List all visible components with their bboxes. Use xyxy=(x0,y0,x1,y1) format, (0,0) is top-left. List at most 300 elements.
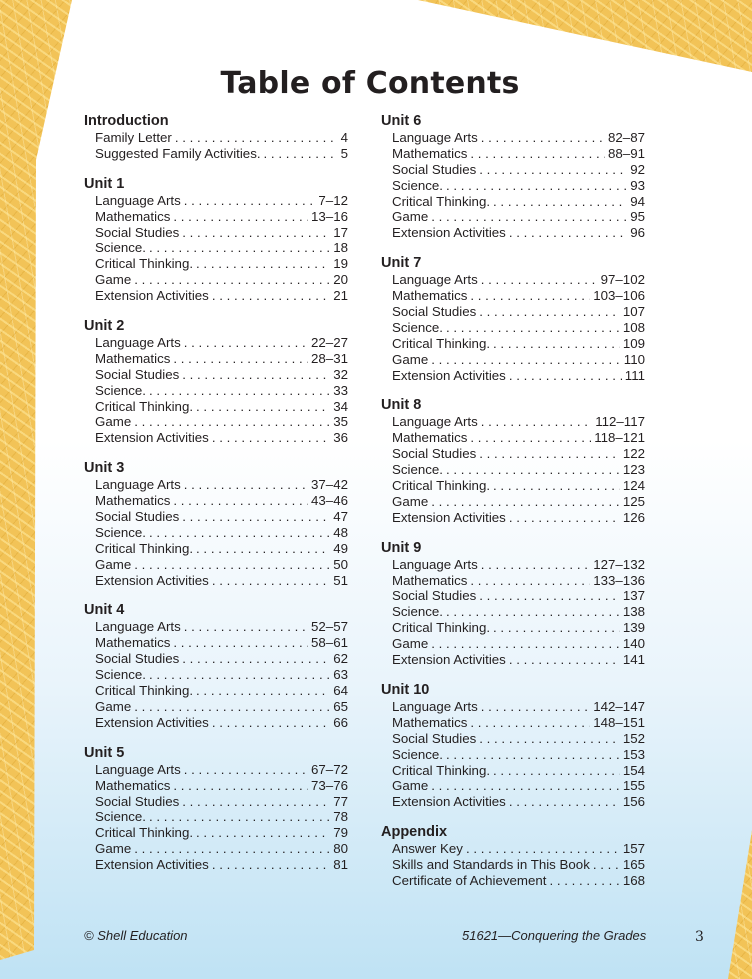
dot-leader xyxy=(481,557,590,573)
entry-page-number: 62 xyxy=(333,651,348,667)
entry-label: Extension Activities xyxy=(392,367,506,383)
entry-page-number: 92 xyxy=(630,161,645,177)
dot-leader xyxy=(493,620,620,636)
entry-page-number: 37–42 xyxy=(311,477,348,493)
toc-entry xyxy=(95,335,348,351)
dot-leader xyxy=(212,430,330,446)
dot-leader xyxy=(184,193,316,209)
entry-label: Critical Thinking. xyxy=(95,398,194,414)
entry-label: Extension Activities xyxy=(95,430,209,446)
dot-leader xyxy=(481,414,592,430)
entry-label: Mathematics xyxy=(95,635,171,651)
toc-section xyxy=(84,602,354,730)
entry-label: Mathematics xyxy=(95,350,171,366)
entry-label: Extension Activities xyxy=(95,714,209,730)
entry-label: Game xyxy=(392,778,429,794)
dot-leader xyxy=(182,651,330,667)
entry-label: Game xyxy=(95,272,132,288)
dot-leader xyxy=(446,320,620,336)
entry-page-number: 63 xyxy=(333,667,348,683)
entry-page-number: 21 xyxy=(333,288,348,304)
dot-leader xyxy=(479,446,620,462)
entry-label: Mathematics xyxy=(95,208,171,224)
dot-leader xyxy=(493,763,620,779)
toc-entry xyxy=(392,414,645,430)
entry-label: Social Studies xyxy=(95,224,180,240)
section-title: Unit 8 xyxy=(381,397,422,414)
entry-page-number: 152 xyxy=(622,730,645,746)
toc-entry xyxy=(95,794,348,810)
dot-leader xyxy=(134,557,330,573)
dot-leader xyxy=(184,619,308,635)
section-title: Introduction xyxy=(84,113,169,129)
entry-label: Game xyxy=(392,493,429,509)
entry-page-number: 79 xyxy=(333,825,348,841)
dot-leader xyxy=(175,130,338,146)
toc-entry xyxy=(392,272,645,288)
entry-page-number: 103–106 xyxy=(593,288,645,304)
dot-leader xyxy=(509,652,620,668)
entry-page-number: 81 xyxy=(333,857,348,873)
entry-page-number: 4 xyxy=(340,130,348,145)
dot-leader xyxy=(173,209,308,225)
dot-leader xyxy=(173,351,308,367)
entry-page-number: 51 xyxy=(333,572,348,588)
entry-page-number: 127–132 xyxy=(593,556,645,572)
toc-entry xyxy=(95,541,348,557)
entry-label: Social Studies xyxy=(95,651,180,667)
dot-leader xyxy=(470,573,590,589)
entry-label: Game xyxy=(392,636,429,652)
toc-entry xyxy=(392,731,645,747)
entry-label: Game xyxy=(95,698,132,714)
toc-entry xyxy=(392,510,645,526)
entry-label: Critical Thinking. xyxy=(392,335,491,351)
section-title: Unit 6 xyxy=(381,113,422,129)
entry-label: Language Arts xyxy=(95,761,181,777)
entry-label: Extension Activities xyxy=(392,652,506,668)
entry-label: Social Studies xyxy=(392,588,477,604)
dot-leader xyxy=(264,146,338,162)
toc-entry xyxy=(95,509,348,525)
toc-section xyxy=(84,318,354,446)
entry-label: Social Studies xyxy=(392,304,477,320)
dot-leader xyxy=(184,762,308,778)
entry-page-number: 36 xyxy=(333,430,348,446)
dot-leader xyxy=(149,667,330,683)
entry-page-number: 35 xyxy=(333,414,348,430)
entry-page-number: 139 xyxy=(622,620,645,636)
toc-entry xyxy=(95,667,348,683)
toc-entry xyxy=(392,747,645,763)
entry-label: Extension Activities xyxy=(392,225,506,241)
entry-page-number: 94 xyxy=(630,193,645,209)
toc-entry xyxy=(95,809,348,825)
toc-entry xyxy=(95,414,348,430)
dot-leader xyxy=(509,510,620,526)
toc-entry xyxy=(392,194,645,210)
entry-label: Mathematics xyxy=(392,714,468,730)
entry-page-number: 154 xyxy=(622,762,645,778)
entry-page-number: 80 xyxy=(333,841,348,857)
entry-page-number: 28–31 xyxy=(311,350,348,366)
entry-page-number: 123 xyxy=(622,462,645,478)
dot-leader xyxy=(134,272,330,288)
toc-entry xyxy=(392,478,645,494)
entry-page-number: 43–46 xyxy=(311,493,348,509)
toc-section xyxy=(84,460,354,588)
entry-label: Language Arts xyxy=(95,192,181,208)
toc-entry xyxy=(95,825,348,841)
entry-page-number: 7–12 xyxy=(318,192,348,208)
entry-page-number: 32 xyxy=(333,366,348,382)
entry-label: Science. xyxy=(392,746,443,762)
entry-page-number: 49 xyxy=(333,540,348,556)
entry-label: Science. xyxy=(392,319,443,335)
dot-leader xyxy=(446,462,620,478)
entry-label: Language Arts xyxy=(392,698,478,714)
section-title: Unit 3 xyxy=(84,460,125,477)
entry-page-number: 47 xyxy=(333,509,348,525)
section-title: Unit 9 xyxy=(381,539,422,556)
dot-leader xyxy=(184,335,308,351)
entry-page-number: 52–57 xyxy=(311,619,348,635)
entry-label: Game xyxy=(95,414,132,430)
section-title: Unit 4 xyxy=(84,602,125,619)
toc-entry xyxy=(392,304,645,320)
toc-section xyxy=(84,176,354,304)
entry-label: Language Arts xyxy=(95,619,181,635)
entry-page-number: 48 xyxy=(333,524,348,540)
entry-page-number: 78 xyxy=(333,809,348,825)
entry-page-number: 5 xyxy=(340,145,348,161)
entry-page-number: 22–27 xyxy=(311,335,348,351)
entry-page-number: 155 xyxy=(622,778,645,794)
toc-entry xyxy=(392,352,645,368)
dot-leader xyxy=(479,731,620,747)
dot-leader xyxy=(173,493,308,509)
dot-leader xyxy=(509,368,622,384)
entry-page-number: 64 xyxy=(333,683,348,699)
entry-page-number: 112–117 xyxy=(595,414,645,430)
toc-entry xyxy=(95,635,348,651)
entry-page-number: 109 xyxy=(622,335,645,351)
toc-entry xyxy=(95,225,348,241)
entry-label: Mathematics xyxy=(392,572,468,588)
entry-label: Language Arts xyxy=(392,130,478,145)
entry-label: Science. xyxy=(392,462,443,478)
dot-leader xyxy=(149,525,330,541)
toc-entry xyxy=(392,841,645,857)
entry-label: Critical Thinking. xyxy=(95,256,194,272)
entry-page-number: 138 xyxy=(622,604,645,620)
dot-leader xyxy=(481,699,590,715)
dot-leader xyxy=(481,130,605,146)
toc-entry xyxy=(95,857,348,873)
toc-section xyxy=(381,255,651,383)
entry-page-number: 137 xyxy=(622,588,645,604)
entry-label: Game xyxy=(392,209,429,225)
toc-entry xyxy=(392,573,645,589)
dot-leader xyxy=(493,336,620,352)
toc-section xyxy=(84,745,354,873)
entry-page-number: 19 xyxy=(333,256,348,272)
toc-section xyxy=(381,113,651,241)
entry-page-number: 124 xyxy=(622,478,645,494)
dot-leader xyxy=(431,494,620,510)
entry-label: Extension Activities xyxy=(95,572,209,588)
dot-leader xyxy=(212,288,330,304)
entry-label: Mathematics xyxy=(392,145,468,161)
section-title: Appendix xyxy=(381,824,448,841)
toc-entry xyxy=(392,715,645,731)
section-title: Unit 1 xyxy=(84,175,125,192)
entry-page-number: 66 xyxy=(333,714,348,730)
entry-page-number: 67–72 xyxy=(311,761,348,777)
toc-entry xyxy=(392,462,645,478)
entry-label: Science. xyxy=(392,604,443,620)
section-title: Unit 5 xyxy=(84,744,125,761)
dot-leader xyxy=(196,256,330,272)
dot-leader xyxy=(479,588,620,604)
entry-page-number: 73–76 xyxy=(311,777,348,793)
entry-page-number: 77 xyxy=(333,793,348,809)
toc-entry xyxy=(392,588,645,604)
dot-leader xyxy=(196,399,330,415)
page-title: Table of Contents xyxy=(220,66,520,101)
entry-label: Extension Activities xyxy=(95,288,209,304)
entry-page-number: 156 xyxy=(622,794,645,810)
page-number: 3 xyxy=(695,929,704,945)
entry-page-number: 153 xyxy=(622,746,645,762)
dot-leader xyxy=(446,604,620,620)
book-title-footer: 51621—Conquering the Grades xyxy=(462,928,647,943)
entry-page-number: 95 xyxy=(630,209,645,225)
entry-label: Game xyxy=(95,841,132,857)
dot-leader xyxy=(470,715,590,731)
toc-entry xyxy=(95,399,348,415)
toc-entry xyxy=(95,430,348,446)
dot-leader xyxy=(182,367,330,383)
entry-label: Science. xyxy=(95,667,146,683)
entry-page-number: 93 xyxy=(630,177,645,193)
entry-label: Social Studies xyxy=(392,161,477,177)
section-title: Unit 10 xyxy=(381,681,430,698)
dot-leader xyxy=(182,509,330,525)
dot-leader xyxy=(182,794,330,810)
entry-page-number: 168 xyxy=(622,872,645,888)
dot-leader xyxy=(212,857,330,873)
toc-entry xyxy=(95,130,348,146)
dot-leader xyxy=(182,225,330,241)
entry-label: Critical Thinking. xyxy=(392,762,491,778)
dot-leader xyxy=(149,383,330,399)
dot-leader xyxy=(470,146,605,162)
entry-label: Extension Activities xyxy=(392,509,506,525)
entry-page-number: 65 xyxy=(333,698,348,714)
toc-entry xyxy=(95,240,348,256)
entry-label: Language Arts xyxy=(95,477,181,493)
entry-label: Critical Thinking. xyxy=(392,478,491,494)
entry-label: Social Studies xyxy=(95,509,180,525)
entry-label: Extension Activities xyxy=(392,794,506,810)
entry-label: Social Studies xyxy=(392,446,477,462)
dot-leader xyxy=(431,636,620,652)
toc-entry xyxy=(95,351,348,367)
toc-entry xyxy=(95,557,348,573)
toc-entry xyxy=(392,620,645,636)
toc-left-column xyxy=(84,113,354,887)
dot-leader xyxy=(149,240,330,256)
entry-page-number: 122 xyxy=(622,446,645,462)
dot-leader xyxy=(134,699,330,715)
entry-label: Science. xyxy=(95,382,146,398)
entry-page-number: 110 xyxy=(623,351,645,367)
entry-page-number: 50 xyxy=(333,556,348,572)
entry-label: Language Arts xyxy=(95,335,181,351)
toc-entry xyxy=(95,683,348,699)
dot-leader xyxy=(196,683,330,699)
section-title: Unit 2 xyxy=(84,318,125,335)
dot-leader xyxy=(212,715,330,731)
section-title: Unit 7 xyxy=(381,255,422,272)
entry-page-number: 148–151 xyxy=(593,714,645,730)
toc-entry xyxy=(95,383,348,399)
toc-entry xyxy=(392,162,645,178)
entry-label: Critical Thinking. xyxy=(392,620,491,636)
dot-leader xyxy=(509,794,620,810)
entry-label: Game xyxy=(95,556,132,572)
entry-label: Mathematics xyxy=(392,430,468,446)
entry-label: Language Arts xyxy=(392,556,478,572)
toc-entry xyxy=(392,636,645,652)
entry-label: Certificate of Achievement xyxy=(392,872,547,888)
dot-leader xyxy=(149,809,330,825)
toc-entry xyxy=(392,320,645,336)
entry-page-number: 142–147 xyxy=(593,698,645,714)
entry-label: Family Letter xyxy=(95,130,172,145)
entry-page-number: 58–61 xyxy=(311,635,348,651)
toc-section xyxy=(381,397,651,525)
entry-page-number: 157 xyxy=(622,841,645,857)
dot-leader xyxy=(212,573,330,589)
toc-section xyxy=(381,540,651,668)
dot-leader xyxy=(196,825,330,841)
toc-entry xyxy=(95,699,348,715)
toc-entry xyxy=(95,762,348,778)
toc-entry xyxy=(95,288,348,304)
toc-entry xyxy=(392,763,645,779)
toc-entry xyxy=(95,573,348,589)
toc-entry xyxy=(95,209,348,225)
entry-page-number: 20 xyxy=(333,272,348,288)
entry-page-number: 88–91 xyxy=(608,145,645,161)
dot-leader xyxy=(446,747,620,763)
entry-page-number: 126 xyxy=(622,509,645,525)
entry-page-number: 165 xyxy=(622,857,645,873)
entry-page-number: 108 xyxy=(622,319,645,335)
entry-label: Critical Thinking. xyxy=(95,683,194,699)
toc-entry xyxy=(95,493,348,509)
toc-entry xyxy=(95,778,348,794)
dot-leader xyxy=(470,288,590,304)
toc-entry xyxy=(392,209,645,225)
dot-leader xyxy=(134,414,330,430)
toc-entry xyxy=(95,367,348,383)
entry-page-number: 111 xyxy=(624,367,645,383)
dot-leader xyxy=(470,430,591,446)
entry-label: Critical Thinking. xyxy=(95,540,194,556)
entry-page-number: 141 xyxy=(622,652,645,668)
entry-label: Social Studies xyxy=(392,730,477,746)
dot-leader xyxy=(481,272,598,288)
toc-entry xyxy=(95,525,348,541)
toc-section xyxy=(381,824,651,889)
toc-entry xyxy=(392,857,645,873)
toc-entry xyxy=(95,193,348,209)
entry-label: Social Studies xyxy=(95,793,180,809)
toc-entry xyxy=(95,651,348,667)
entry-page-number: 82–87 xyxy=(608,130,645,145)
toc-entry xyxy=(392,336,645,352)
toc-entry xyxy=(392,288,645,304)
entry-page-number: 33 xyxy=(333,382,348,398)
dot-leader xyxy=(549,873,619,889)
entry-label: Mathematics xyxy=(95,493,171,509)
entry-label: Science. xyxy=(95,809,146,825)
dot-leader xyxy=(479,304,620,320)
toc-entry xyxy=(392,604,645,620)
toc-entry xyxy=(392,146,645,162)
entry-label: Language Arts xyxy=(392,272,478,288)
toc-entry xyxy=(95,146,348,162)
toc-entry xyxy=(392,652,645,668)
dot-leader xyxy=(173,778,308,794)
dot-leader xyxy=(431,209,627,225)
dot-leader xyxy=(493,478,620,494)
entry-page-number: 118–121 xyxy=(594,430,645,446)
entry-label: Suggested Family Activities. xyxy=(95,145,261,161)
entry-label: Science. xyxy=(95,240,146,256)
entry-label: Game xyxy=(392,351,429,367)
toc-entry xyxy=(392,446,645,462)
entry-label: Mathematics xyxy=(392,288,468,304)
toc-section xyxy=(84,113,354,162)
entry-page-number: 34 xyxy=(333,398,348,414)
entry-label: Language Arts xyxy=(392,414,478,430)
entry-page-number: 140 xyxy=(622,636,645,652)
toc-entry xyxy=(95,715,348,731)
entry-page-number: 133–136 xyxy=(593,572,645,588)
toc-entry xyxy=(95,272,348,288)
entry-page-number: 107 xyxy=(622,304,645,320)
dot-leader xyxy=(184,477,308,493)
dot-leader xyxy=(196,541,330,557)
entry-page-number: 97–102 xyxy=(600,272,645,288)
entry-label: Social Studies xyxy=(95,366,180,382)
toc-entry xyxy=(392,699,645,715)
dot-leader xyxy=(431,778,620,794)
entry-page-number: 125 xyxy=(622,493,645,509)
entry-page-number: 96 xyxy=(630,225,645,241)
toc-entry xyxy=(95,841,348,857)
copyright-text: © Shell Education xyxy=(84,928,188,943)
toc-section xyxy=(381,682,651,810)
toc-entry xyxy=(392,778,645,794)
toc-entry xyxy=(95,256,348,272)
entry-label: Critical Thinking. xyxy=(392,193,491,209)
toc-entry xyxy=(392,130,645,146)
